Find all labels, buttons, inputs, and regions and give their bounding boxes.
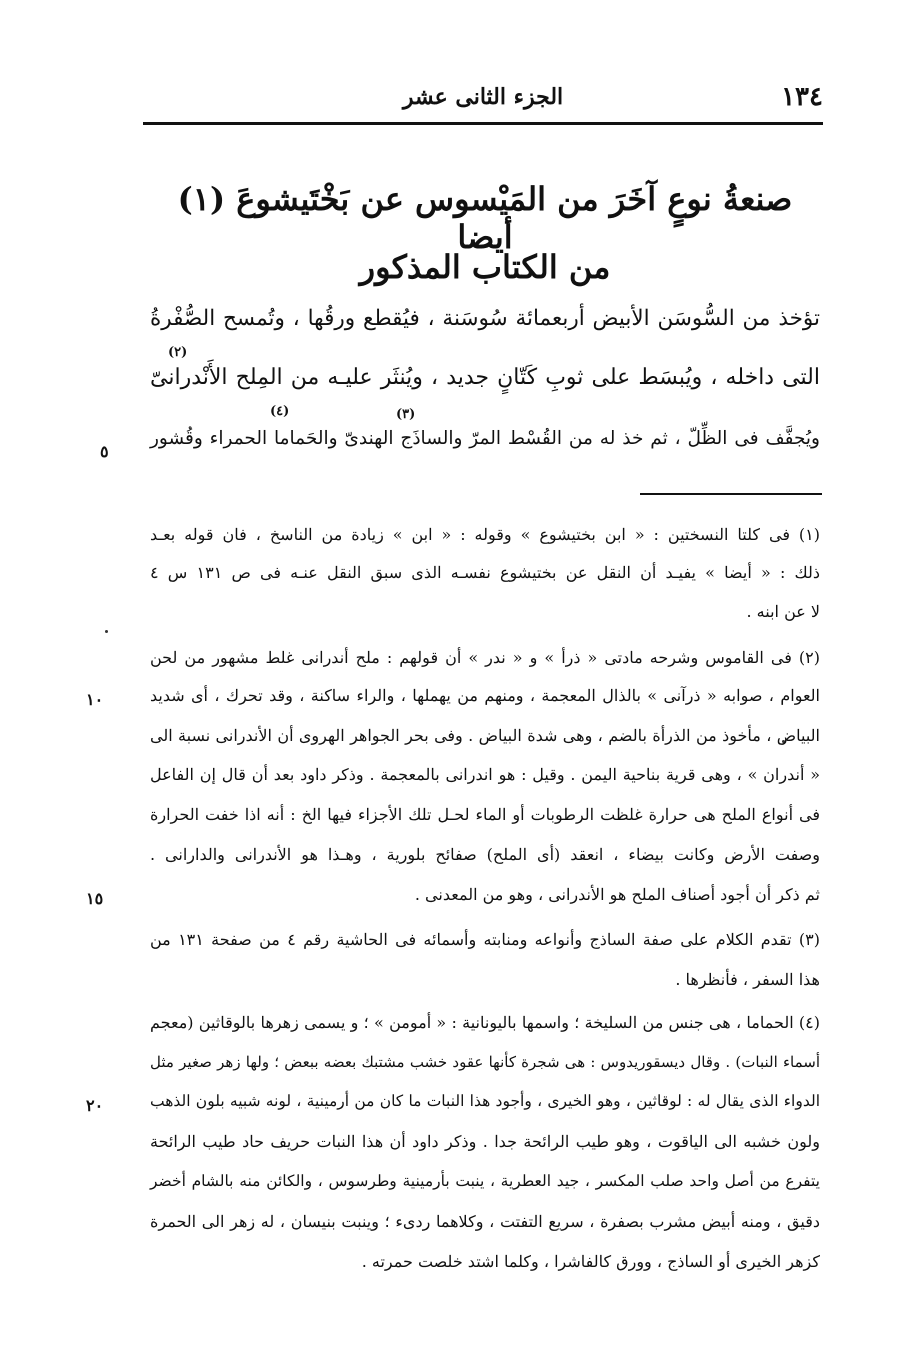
footnote-1-line-3: لا عن ابنه .	[746, 602, 820, 621]
footnote-2-line-2: العوام ، صوابه « ذرآنى » بالذال المعجمة ، ومنهم من يهملها ، والراء ساكنة ، وقد تحرك ، أى شديد	[150, 686, 820, 705]
header-rule	[143, 122, 823, 125]
footnote-1-line-2: ذلك : « أيضا » يفيـد أن النقل عن بختيشوع نفسـه الذى سبق النقل عنـه فى ص ١٣١ س ٤	[150, 563, 821, 582]
footnote-4-line-5: يتفرع من أصل واحد صلب المكسر ، جيد العطرية ، ينبت بأرمينية وطرسوس ، والكائن منه بالشام أخضر	[150, 1172, 820, 1190]
footnote-marker-4: (٤)	[270, 404, 290, 419]
line-number-20: ٢٠	[86, 1096, 104, 1115]
section-title-line-2: من الكتاب المذكور	[359, 248, 611, 286]
footnote-4-line-7: كزهر الخيرى أو الساذج ، وورق كالفاشرا ، وكلما اشتد خلصت حمرته .	[361, 1252, 820, 1271]
footnote-4-line-6: دقيق ، ومنه أبيض مشرب بصفرة ، سريع التفتت ، وكلاهما ردىء ؛ وينبت بنيسان ، له زهر الى الحمرة	[150, 1212, 820, 1231]
footnote-2-line-3: البياض ، مأخوذ من الذرأة بالضم ، وهى شدة البياض . وفى بحر الجواهر الهروى أن الأندرانى نسبة الى	[150, 726, 820, 745]
footnote-2-line-5: فى أنواع الملح هى حرارة غلظت الرطوبات أو الماء لحـل تلك الأجزاء فيها الخ : أنه اذا خفت الحرارة	[150, 805, 820, 824]
page-header	[143, 78, 823, 122]
body-line-2: التى داخله ، ويُبسَط على ثوبِ كَتّانٍ جديد ، ويُنثَر عليـه من المِلح الأَنْدرانىّ	[150, 365, 820, 390]
footnote-2-line-1: (٢) فى القاموس وشرحه مادتى « ذرأ » و « ندر » أن قولهم : ملح أندرانى غلط مشهور من لحن	[150, 648, 820, 667]
footnote-2-line-6: وصفت الأرض وكانت بيضاء ، انعقد (أى الملح) صفائح بلورية ، وهـذا هو الأندرانى والدارانى .	[150, 845, 820, 864]
footnote-2-line-4: « أندران » ، وهى قرية بناحية اليمن . وقيل : هو اندرانى بالمعجمة . وذكر داود بعد أن قال إن الفاعل	[150, 765, 820, 784]
body-line-3: ويُجفَّف فى الظِّلّ ، ثم خذ له من القُسْط المرّ والساذَج الهندىّ والحَماما الحمراء وقُشور	[150, 428, 820, 449]
footnote-4-line-3: الدواء الذى يقال له : لوقاثين ، وهو الخيرى ، وأجود هذا النبات ما كان من أرمينية ، لونه شبيه بلون الذهب	[150, 1092, 820, 1110]
footnote-marker-3: (٣)	[396, 407, 416, 422]
footnote-4-line-4: ولون خشبه الى الياقوت ، وهو طيب الرائحة جدا . وذكر داود أن هذا النبات حريف حاد طيب الرائحة	[150, 1132, 820, 1151]
footnote-1-line-1: (١) فى كلتا النسختين : « ابن بختيشوع » وقوله : « ابن » زيادة من الناسخ ، فان قوله بعـد	[150, 525, 820, 544]
page-number: ١٣٤	[781, 82, 823, 112]
line-number-10: ١٠	[86, 690, 104, 709]
footnote-4-line-2: أسماء النبات) . وقال ديسقوريدوس : هى شجرة كأنها عقود خشب مشتبك بعضه ببعض ؛ ولها زهر صغير مثل	[150, 1053, 820, 1071]
body-line-1: تؤخذ من السُّوسَن الأبيض أربعمائة سُوسَنة ، فيُقطع ورقُها ، وتُمسح الصُّفْرةُ	[150, 306, 820, 331]
section-title-line-1: صنعةُ نوعٍ آخَرَ من المَيْسوس عن بَخْتَيشوعَ (١) أيضا	[177, 180, 793, 257]
margin-dot	[105, 630, 108, 633]
footnote-3-line-1: (٣) تقدم الكلام على صفة الساذج وأنواعه ومنابته وأسمائه فى الحاشية رقم ٤ من صفحة ١٣١ من	[150, 930, 820, 949]
line-number-5: ٥	[100, 442, 109, 461]
line-number-15: ١٥	[86, 889, 104, 908]
footnote-2-line-7: ثم ذكر أن أجود أصناف الملح هو الأندرانى ، وهو من المعدنى .	[414, 885, 820, 904]
footnote-marker-2: (٢)	[168, 345, 188, 360]
running-title: الجزء الثانى عشر	[402, 84, 564, 110]
footnote-rule	[640, 493, 822, 495]
footnote-3-line-2: هذا السفر ، فأنظرها .	[675, 970, 820, 989]
footnote-4-line-1: (٤) الحماما ، هى جنس من السليخة ؛ واسمها باليونانية : « أمومن » ؛ و يسمى زهرها بالوقاثين (معجم	[150, 1013, 821, 1032]
